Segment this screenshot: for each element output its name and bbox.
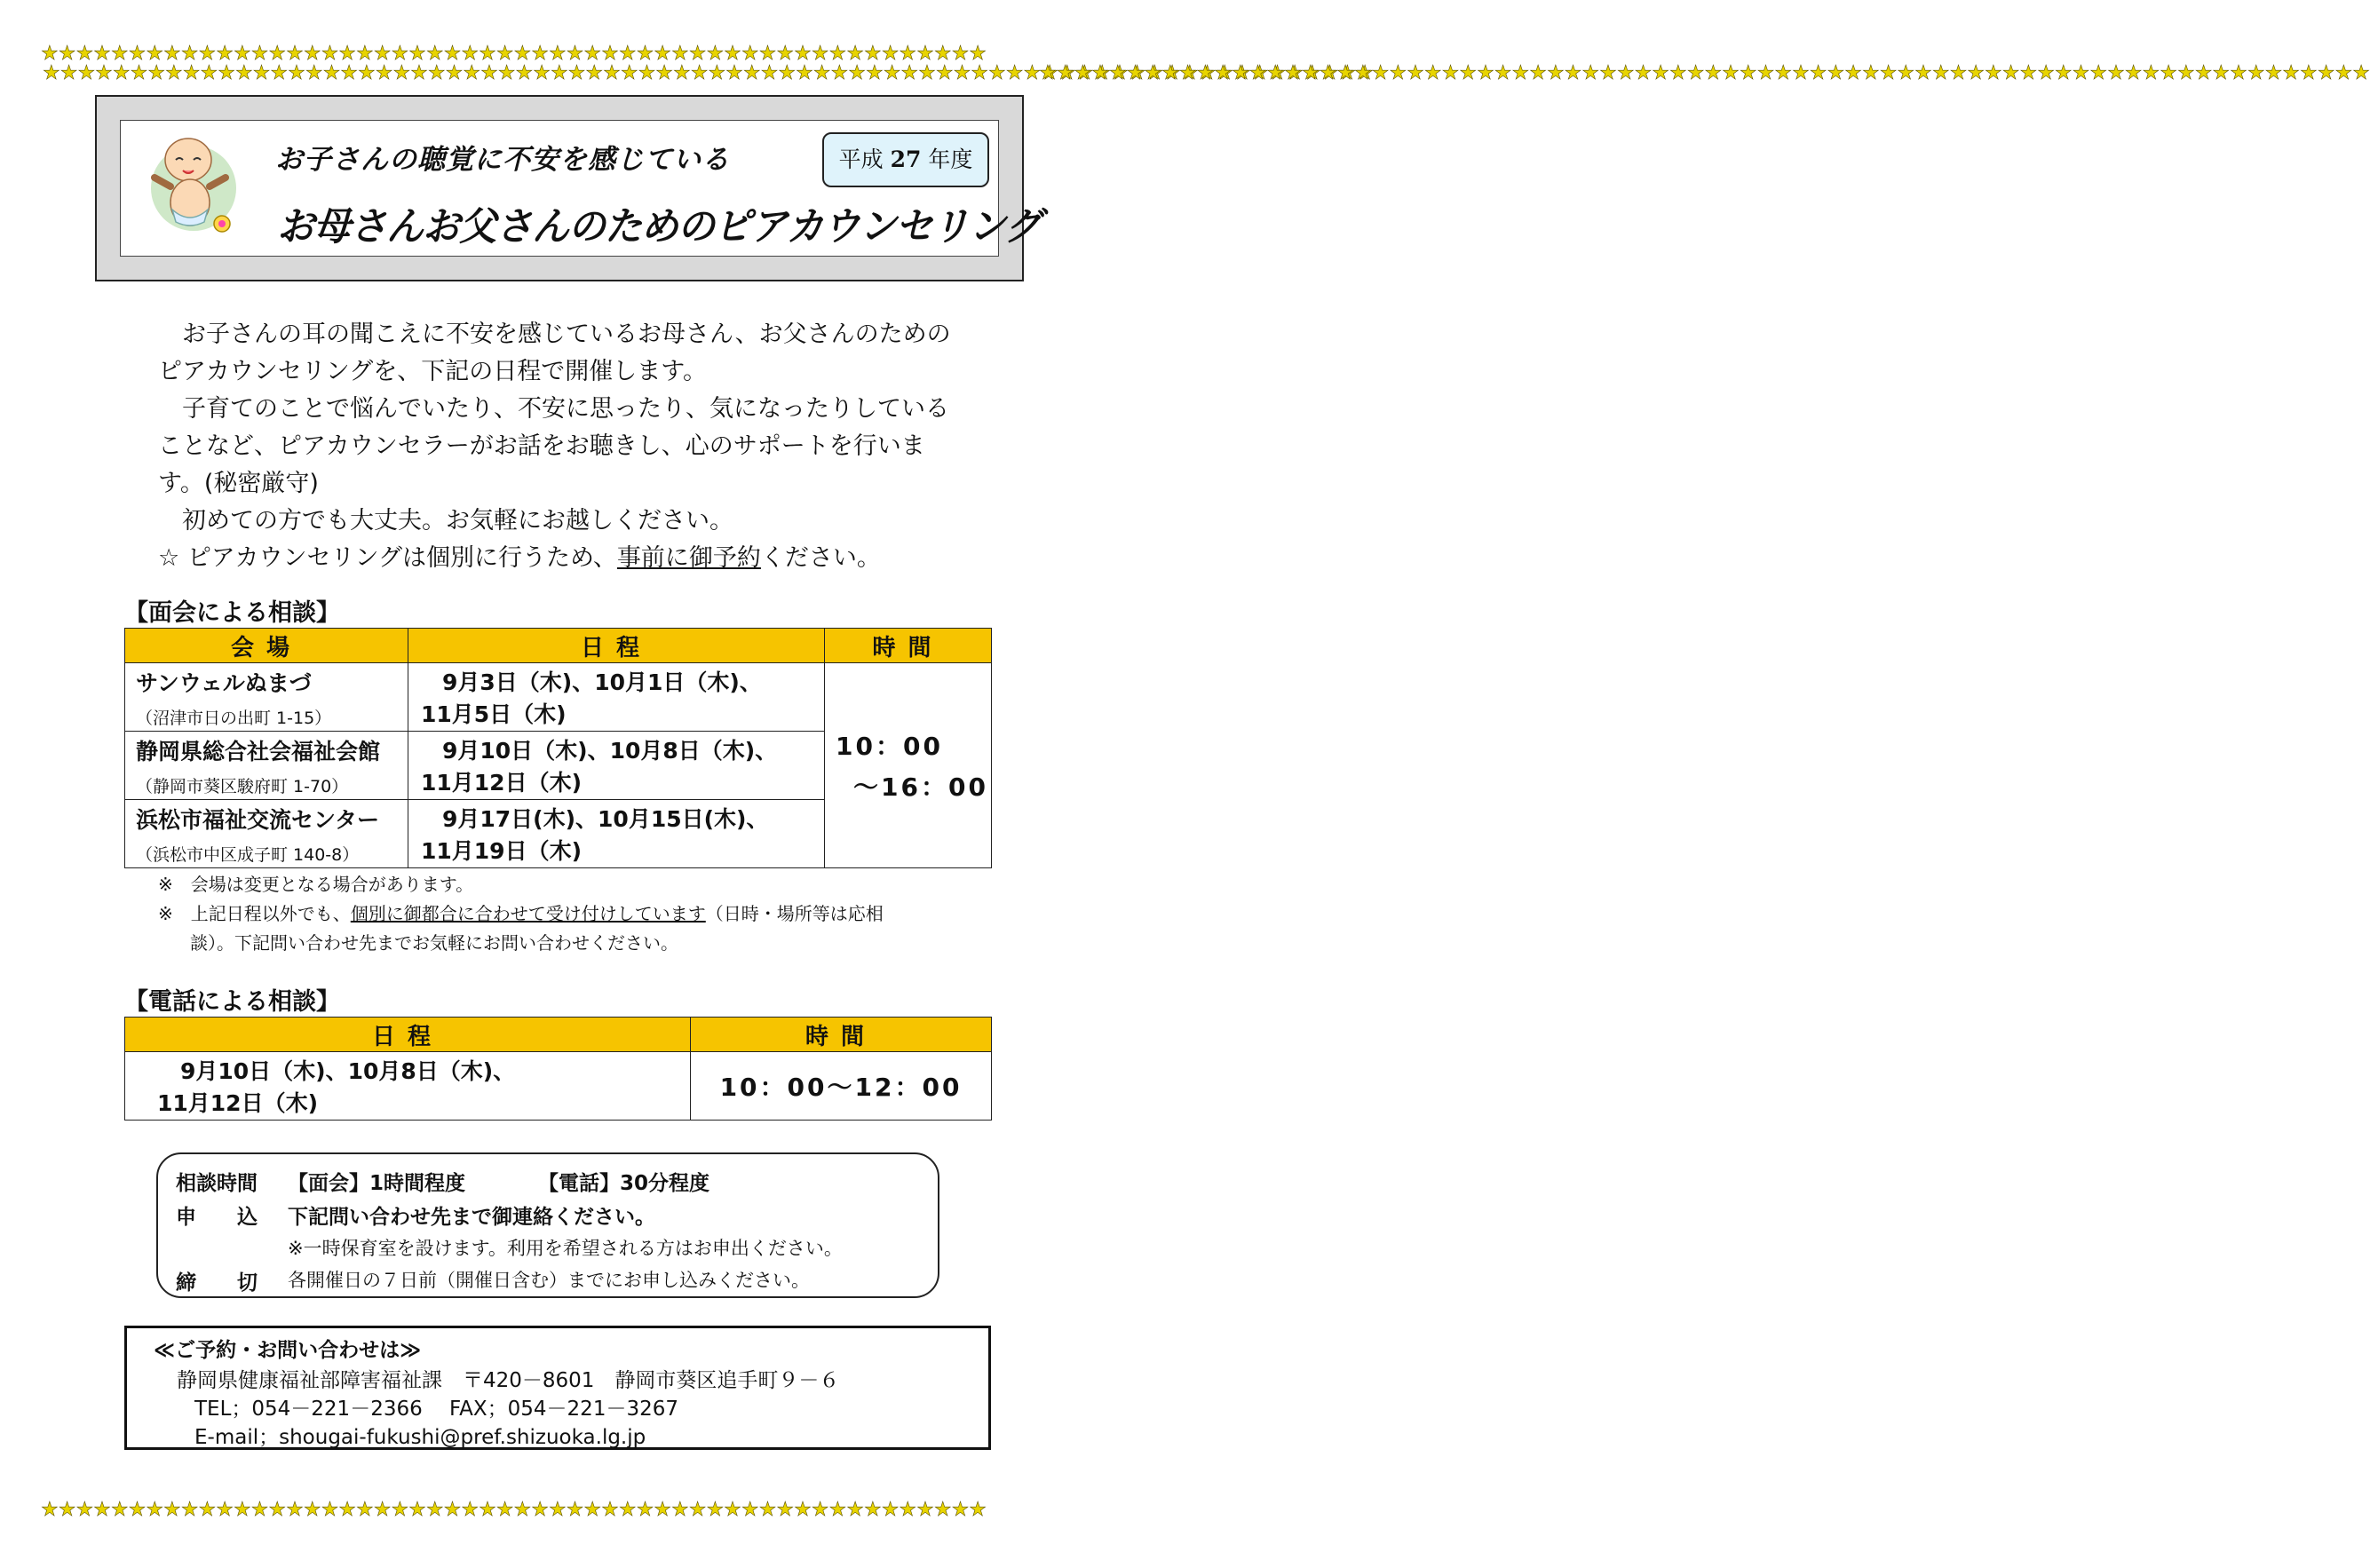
phone-dates-line-1: 9月10日（木)、10月8日（木)、 bbox=[180, 1058, 516, 1084]
header-title: お母さんお父さんのためのピアカウンセリング bbox=[277, 202, 1041, 249]
col-dates: 日程 bbox=[125, 1018, 691, 1052]
intro-paragraph-4 bbox=[158, 540, 957, 577]
dates-line-2: 11月19日（木) bbox=[421, 838, 583, 864]
venue-address: （沼津市日の出町 1-15） bbox=[136, 708, 332, 728]
application-text: 下記問い合わせ先まで御連絡ください。 bbox=[288, 1206, 655, 1229]
phone-table bbox=[124, 1017, 992, 1121]
dates-line-2: 11月12日（木) bbox=[421, 770, 583, 796]
consult-time-phone: 【電話】30分程度 bbox=[538, 1172, 710, 1195]
dates-line-2: 11月5日（木) bbox=[421, 701, 567, 727]
note-2-b: （日時・場所等は応相 bbox=[705, 903, 884, 924]
venue-address: （浜松市中区成子町 140-8） bbox=[136, 844, 360, 865]
star-border-right: ★★★★★★★★★★★★★★★★★★★★★★★★★★★★★★★★★★★★★★★★★★★★★★★★★★★★★★★★★★★★★★★★★★★★★★★★★★★★ bbox=[1039, 62, 2370, 84]
reservation-note-b: ください。 bbox=[760, 544, 881, 572]
time-start: 10：00 bbox=[836, 732, 943, 761]
baby-illustration bbox=[140, 124, 238, 240]
year-suffix: 年度 bbox=[928, 147, 973, 172]
contact-email[interactable]: E-mail；shougai-fukushi@pref.shizuoka.lg.jp bbox=[194, 1426, 646, 1449]
contact-heading: ≪ご予約・お問い合わせは≫ bbox=[154, 1339, 422, 1362]
note-flexible-schedule bbox=[158, 899, 975, 929]
year-prefix: 平成 bbox=[838, 147, 884, 172]
note-2-underlined: 個別に御都合に合わせて受け付けしています bbox=[350, 903, 706, 924]
table-row bbox=[125, 663, 992, 732]
star-border-top: ★★★★★★★★★★★★★★★★★★★★★★★★★★★★★★★★★★★★★★★★★★★★★★★★★★★★★★ bbox=[41, 43, 987, 65]
col-time: 時間 bbox=[825, 629, 992, 663]
venue-name: 浜松市福祉交流センター bbox=[136, 806, 380, 833]
face-to-face-table bbox=[124, 628, 992, 868]
application-label: 申 込 bbox=[176, 1206, 258, 1229]
intro-paragraph-1: お子さんの耳の聞こえに不安を感じているお母さん、お父さんのためのピアカウンセリングを、下記の日程で開催します。 bbox=[158, 321, 951, 385]
intro-paragraph-3: 初めての方でも大丈夫。お気軽にお越しください。 bbox=[182, 507, 733, 535]
dates-line-1: 9月10日（木)、10月8日（木)、 bbox=[442, 738, 778, 764]
reservation-required: 事前に御予約 bbox=[616, 544, 761, 572]
intro-paragraph-2: 子育てのことで悩んでいたり、不安に思ったり、気になったりしていることなど、ピアカウンセラーがお話をお聴きし、心のサポートを行います。(秘密厳守) bbox=[158, 395, 949, 497]
table-row bbox=[125, 1052, 992, 1121]
dates-line-1: 9月3日（木)、10月1日（木)、 bbox=[442, 669, 762, 695]
year-number: 27 bbox=[890, 147, 922, 172]
contact-organization: 静岡県健康福祉部障害福祉課 〒420－8601 静岡市葵区追手町９－６ bbox=[177, 1369, 840, 1392]
venue-address: （静岡市葵区駿府町 1-70） bbox=[136, 776, 349, 796]
star-icon: ☆ bbox=[158, 544, 180, 572]
note-2-continued: 談）。下記問い合わせ先までお気軽にお問い合わせください。 bbox=[190, 932, 678, 954]
phone-time: 10：00～12：00 bbox=[719, 1073, 963, 1102]
note-venue-change: ※ 会場は変更となる場合があります。 bbox=[158, 874, 474, 895]
col-dates: 日程 bbox=[408, 629, 825, 663]
face-to-face-heading: 【面会による相談】 bbox=[124, 599, 340, 627]
col-venue: 会場 bbox=[125, 629, 408, 663]
face-to-face-notes bbox=[158, 870, 975, 958]
application-info-box bbox=[156, 1152, 939, 1298]
star-border-left: ★★★★★★★★★★★★★★★★★★★★★★★★★★★★★★★★★★★★★★★★★★★★★★★★★★★★★★★★★★★★★★★★★★★★★★★★★★★★ bbox=[43, 62, 1374, 84]
dates-line-1: 9月17日(木)、10月15日(木)、 bbox=[442, 806, 769, 832]
phone-heading: 【電話による相談】 bbox=[124, 988, 340, 1016]
deadline-text: 各開催日の７日前（開催日含む）までにお申し込みください。 bbox=[288, 1270, 810, 1291]
contact-phone-fax: TEL；054－221－2366 FAX；054－221－3267 bbox=[194, 1398, 678, 1421]
intro-text bbox=[158, 316, 957, 577]
header-subtitle: お子さんの聴覚に不安を感じている bbox=[275, 144, 730, 176]
phone-dates-line-2: 11月12日（木) bbox=[157, 1090, 319, 1116]
consult-time-label: 相談時間 bbox=[176, 1172, 258, 1195]
consult-time-face: 【面会】1時間程度 bbox=[288, 1172, 466, 1195]
venue-name: サンウェルぬまづ bbox=[136, 669, 312, 696]
star-border-bottom: ★★★★★★★★★★★★★★★★★★★★★★★★★★★★★★★★★★★★★★★★★★★★★★★★★★★★★★ bbox=[41, 1499, 987, 1521]
fiscal-year-badge bbox=[822, 132, 989, 187]
note-2-a: ※ 上記日程以外でも、 bbox=[158, 903, 351, 924]
reservation-note-a: ピアカウンセリングは個別に行うため、 bbox=[186, 544, 617, 572]
col-time: 時間 bbox=[691, 1018, 992, 1052]
deadline-label: 締 切 bbox=[176, 1271, 258, 1295]
venue-name: 静岡県総合社会福祉会館 bbox=[136, 738, 381, 764]
childcare-note: ※一時保育室を設けます。利用を希望される方はお申出ください。 bbox=[288, 1238, 843, 1259]
time-end: ～16：00 bbox=[853, 772, 988, 802]
contact-box bbox=[124, 1326, 991, 1450]
